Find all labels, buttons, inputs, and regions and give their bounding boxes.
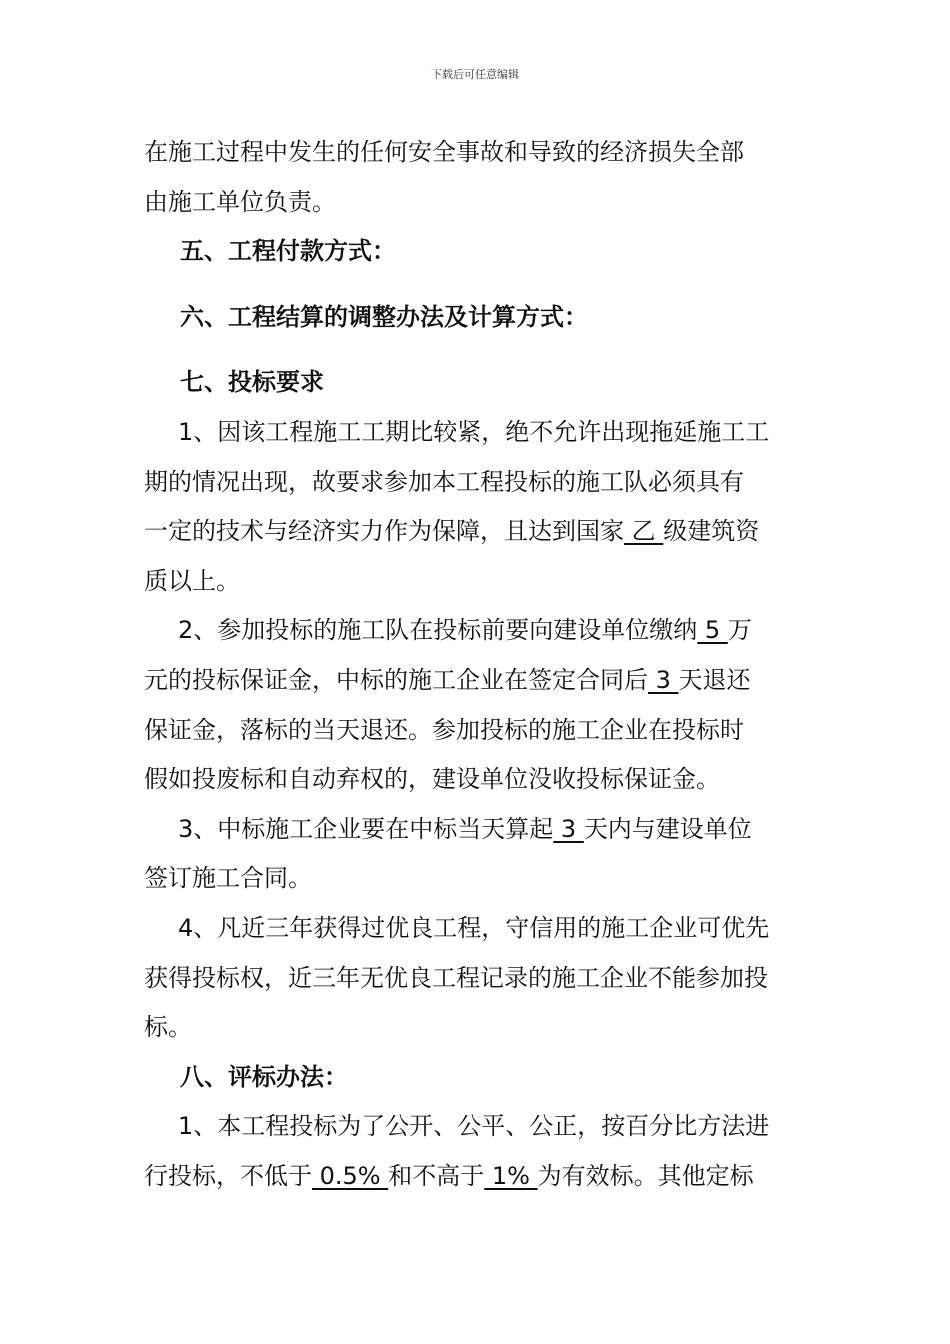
refund-days: 3 — [648, 665, 679, 694]
paragraph-line: 1、本工程投标为了公开、公平、公正，按百分比方法进 — [178, 1112, 770, 1141]
paragraph-line: 期的情况出现，故要求参加本工程投标的施工队必须具有 — [144, 467, 744, 496]
text-run: 行投标，不低于 — [144, 1161, 312, 1190]
paragraph-line: 质以上。 — [144, 566, 240, 595]
qualification-grade: 乙 — [624, 517, 664, 546]
paragraph-line — [144, 507, 808, 557]
paragraph-line: 假如投废标和自动弃权的，建设单位没收投标保证金。 — [144, 765, 720, 794]
text-run: 和不高于 — [388, 1161, 485, 1190]
text-run: 级建筑资 — [663, 517, 760, 546]
section-heading-7: 七、投标要求 — [180, 368, 324, 397]
min-rate: 0.5% — [312, 1161, 389, 1190]
paragraph-line — [144, 805, 808, 855]
section-heading-5: 五、工程付款方式： — [180, 237, 396, 266]
text-run: 2、参加投标的施工队在投标前要向建设单位缴纳 — [178, 616, 698, 645]
paragraph-line — [144, 606, 808, 656]
paragraph-line: 签订施工合同。 — [144, 864, 312, 893]
text-run: 万 — [727, 616, 752, 645]
paragraph-line: 获得投标权，近三年无优良工程记录的施工企业不能参加投 — [144, 963, 768, 992]
paragraph-line — [144, 1152, 808, 1202]
text-run: 3、中标施工企业要在中标当天算起 — [178, 814, 554, 843]
section-heading-6: 六、工程结算的调整办法及计算方式： — [180, 302, 588, 331]
text-run: 元的投标保证金，中标的施工企业在签定合同后 — [144, 665, 648, 694]
page-header: 下载后可任意编辑 — [431, 68, 519, 81]
document-body — [144, 128, 808, 1201]
contract-days: 3 — [553, 814, 584, 843]
paragraph-line: 由施工单位负责。 — [144, 187, 336, 216]
section-heading-8: 八、评标办法： — [180, 1062, 348, 1091]
paragraph-line: 1、因该工程施工工期比较紧，绝不允许出现拖延施工工 — [178, 417, 770, 446]
paragraph-line: 在施工过程中发生的任何安全事故和导致的经济损失全部 — [144, 138, 744, 166]
paragraph-line — [144, 656, 808, 706]
paragraph-line: 标。 — [144, 1013, 192, 1042]
text-run: 一定的技术与经济实力作为保障，且达到国家 — [144, 517, 624, 546]
text-run: 为有效标。其他定标 — [537, 1161, 754, 1190]
paragraph-line: 4、凡近三年获得过优良工程，守信用的施工企业可优先 — [178, 913, 770, 942]
text-run: 天退还 — [678, 665, 751, 694]
deposit-amount: 5 — [697, 616, 728, 645]
paragraph-line: 保证金，落标的当天退还。参加投标的施工企业在投标时 — [144, 715, 744, 744]
text-run: 天内与建设单位 — [583, 814, 752, 843]
max-rate: 1% — [484, 1161, 538, 1190]
